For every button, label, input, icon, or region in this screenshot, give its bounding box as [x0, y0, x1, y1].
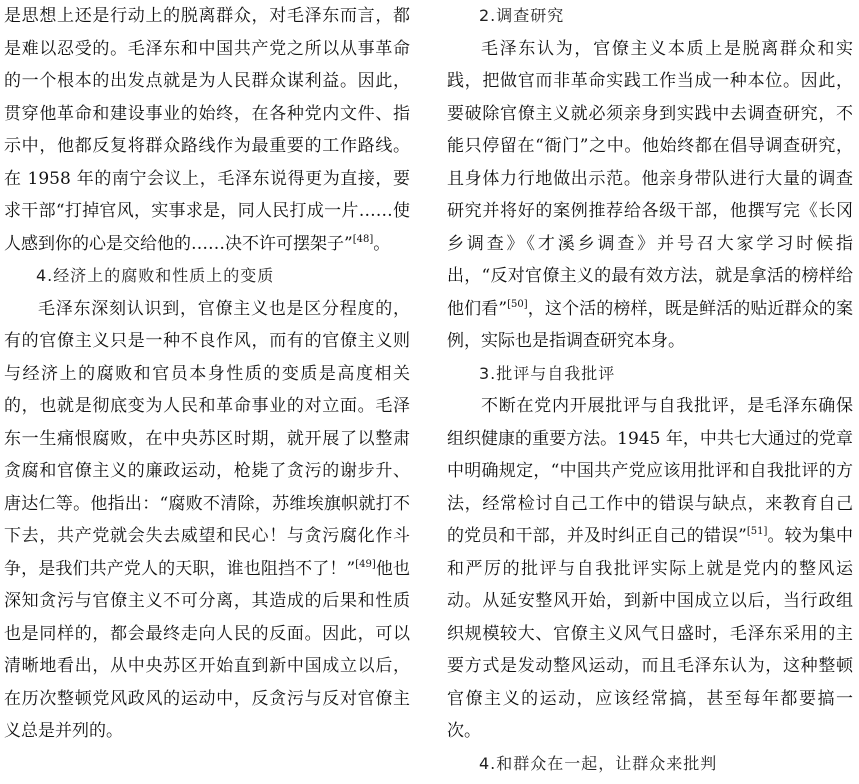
paragraph-end: 。	[373, 233, 391, 254]
paragraph-investigation	[447, 33, 853, 358]
right-column	[447, 0, 853, 780]
paragraph-text-cont: 他也深知贪污与官僚主义不可分离，其造成的后果和性质也是同样的，都会最终走向人民的反面。因此，可以清晰地看出，从中央苏区开始直到新中国成立以后，在历次整顿党风政风的运动中，反贪污与反对官僚主义总是并列的。	[4, 558, 411, 741]
paragraph-mass-line	[4, 0, 410, 260]
paragraph-text-cont: ，这个活的榜样，既是鲜活的贴近群众的案例，实际也是指调查研究本身。	[447, 298, 853, 351]
section-heading-corruption: 4.经济上的腐败和性质上的变质	[36, 266, 275, 285]
paragraph-text: 毛泽东认为，官僚主义本质上是脱离群众和实践，把做官而非革命实践工作当成一种本位。因此，要破除官僚主义就必须亲身到实践中去调查研究，不能只停留在“衙门”之中。他始终都在倡导调查研究，且身体力行地做出示范。他亲身带队进行大量的调查研究并将好的案例推荐给各级干部，他撰写完《长冈乡调查》《才溪乡调查》并号召大家学习时候指出，“反对官僚主义的最有效方法，就是拿活的榜样给他们看”	[447, 38, 853, 319]
left-column	[4, 0, 410, 748]
paragraph-text: 是思想上还是行动上的脱离群众，对毛泽东而言，都是难以忍受的。毛泽东和中国共产党之所以从事革命的一个根本的出发点就是为人民群众谋利益。因此，贯穿他革命和建设事业的始终，在各种党内文件、指示中，他都反复将群众路线作为最重要的工作路线。在 1958 年的南宁会议上，毛泽东说得更为直接，要求干部“打掉官风，实事求是，同人民打成一片……使人感到你的心是交给他的……决不许可摆架子”	[4, 6, 410, 254]
citation-49: [49]	[355, 558, 376, 570]
section-heading-criticism: 3.批评与自我批评	[479, 363, 616, 383]
paragraph-text-cont: 。较为集中和严厉的批评与自我批评实际上就是党内的整风运动。从延安整风开始，到新中国成立以后，当行政组织规模较大、官僚主义风气日盛时，毛泽东采用的主要方式是发动整风运动，而且毛泽东认为，这种整顿官僚主义的运动，应该经常搞，甚至每年都要搞一次。	[447, 526, 853, 741]
paragraph-criticism	[447, 390, 853, 748]
citation-51: [51]	[746, 526, 768, 537]
citation-48: [48]	[352, 233, 374, 245]
paragraph-text: 毛泽东深刻认识到，官僚主义也是区分程度的，有的官僚主义只是一种不良作风，而有的官僚主义则与经济上的腐败和官员本身性质的变质是高度相关的，也就是彻底变为人民和革命事业的对立面。毛泽东一生痛恨腐败，在中央苏区时期，就开展了以整肃贪腐和官僚主义的廉政运动，枪毙了贪污的谢步升、唐达仁等。他指出：“腐败不清除，苏维埃旗帜就打不下去，共产党就会失去威望和民心！与贪污腐化作斗争，是我们共产党人的天职，谁也阻挡不了！”	[4, 298, 410, 579]
paragraph-corruption	[4, 293, 410, 748]
section-heading-masses: 4.和群众在一起，让群众来批判	[479, 753, 718, 773]
section-heading-investigation: 2.调查研究	[479, 6, 565, 25]
citation-50: [50]	[507, 298, 528, 310]
paragraph-text: 不断在党内开展批评与自我批评，是毛泽东确保组织健康的重要方法。1945 年，中共七大通过的党章中明确规定，“中国共产党应该用批评和自我批评的方法，经常检讨自己工作中的错误与缺点，来教育自己的党员和干部，并及时纠正自己的错误”	[447, 396, 853, 546]
